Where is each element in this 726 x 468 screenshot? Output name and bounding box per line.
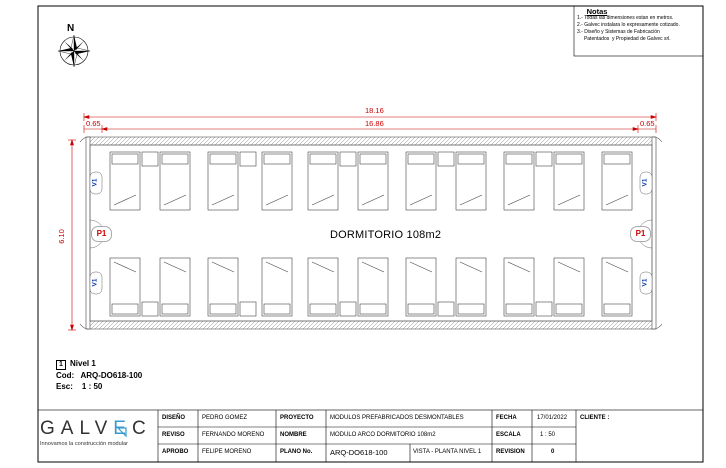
note-item: 3.- Diseño y Sistemas de Fabricación [577, 29, 660, 35]
pillow [604, 304, 630, 314]
esc-value: 1 : 50 [81, 382, 103, 391]
pillow [506, 154, 532, 164]
view-number: 1 [56, 360, 66, 370]
left-margin-dimension: 0.65 [86, 119, 101, 128]
pillow [360, 304, 386, 314]
pillow [264, 304, 290, 314]
brand-tagline: Innovamos la construcción modular [40, 441, 128, 447]
pillow [556, 304, 582, 314]
window-tag: V1 [91, 178, 99, 187]
pillow [112, 154, 138, 164]
pillow [310, 304, 336, 314]
cliente-label: CLIENTE : [580, 415, 610, 421]
escala-label: ESCALA [496, 432, 521, 438]
nombre-value: MODULO ARCO DORMITORIO 108m2 [330, 432, 436, 438]
nightstand [240, 302, 256, 316]
diseno-value: PEDRO GOMEZ [202, 415, 248, 421]
cod-label: Cod: [56, 371, 75, 380]
nightstand [142, 302, 158, 316]
proyecto-value: MODULOS PREFABRICADOS DESMONTABLES [330, 415, 464, 421]
pillow [458, 304, 484, 314]
door-tag-right: P1 [630, 226, 651, 242]
nightstand [240, 152, 256, 166]
window-tag: V1 [641, 278, 649, 287]
window-tag: V1 [641, 178, 649, 187]
view-level: Nivel 1 [70, 359, 96, 368]
nightstand [142, 152, 158, 166]
inner-width-dimension: 16.86 [365, 119, 384, 128]
nightstand [340, 302, 356, 316]
esc-label: Esc: [56, 382, 73, 391]
north-label: N [67, 23, 75, 34]
note-item: 2.- Galvec instalara lo expresamente cotizado. [577, 22, 680, 28]
pillow [458, 154, 484, 164]
pillow [604, 154, 630, 164]
pillow [408, 154, 434, 164]
cod-value: ARQ-DO618-100 [80, 371, 143, 380]
pillow [210, 304, 236, 314]
pillow [556, 154, 582, 164]
pillow [408, 304, 434, 314]
reviso-label: REVISO [162, 432, 185, 438]
vista-value: VISTA - PLANTA NIVEL 1 [413, 449, 482, 455]
nombre-label: NOMBRE [280, 432, 307, 438]
pillow [112, 304, 138, 314]
pillow [506, 304, 532, 314]
top-bed-row [110, 152, 632, 210]
nightstand [536, 302, 552, 316]
escala-value: 1 : 50 [540, 432, 556, 438]
nightstand [340, 152, 356, 166]
pillow [310, 154, 336, 164]
door-tag-left: P1 [91, 226, 112, 242]
reviso-value: FERNANDO MORENO [202, 432, 265, 438]
fecha-label: FECHA [496, 415, 517, 421]
brand-logo: GALVEC [40, 418, 152, 439]
pillow [210, 154, 236, 164]
pillow [162, 304, 188, 314]
diseno-label: DISEÑO [162, 415, 186, 421]
nightstand [536, 152, 552, 166]
window-tag: V1 [91, 278, 99, 287]
revision-value: 0 [551, 449, 555, 455]
revision-label: REVISION [496, 449, 525, 455]
aprobo-value: FELIPE MORENO [202, 449, 252, 455]
plano-value: ARQ-DO618-100 [330, 448, 388, 457]
nightstand [438, 302, 454, 316]
plano-label: PLANO No. [280, 449, 313, 455]
depth-dimension: 6.10 [56, 229, 66, 244]
proyecto-label: PROYECTO [280, 415, 314, 421]
pillow [360, 154, 386, 164]
right-margin-dimension: 0.65 [640, 119, 655, 128]
notes-panel [577, 8, 697, 43]
total-width-dimension: 18.16 [365, 106, 384, 115]
fecha-value: 17/01/2022 [537, 415, 568, 421]
note-item: Patentados y Propiedad de Galvec srl. [577, 36, 671, 42]
pillow [264, 154, 290, 164]
note-item: 1.- Todas las dimensiones estan en metros. [577, 15, 674, 21]
notes-title: Notas [586, 7, 608, 16]
north-arrow-icon [58, 35, 90, 67]
bottom-bed-row [110, 258, 632, 316]
pillow [162, 154, 188, 164]
nightstand [438, 152, 454, 166]
aprobo-label: APROBO [162, 449, 189, 455]
room-label: DORMITORIO 108m2 [330, 229, 442, 241]
view-legend [56, 358, 142, 392]
